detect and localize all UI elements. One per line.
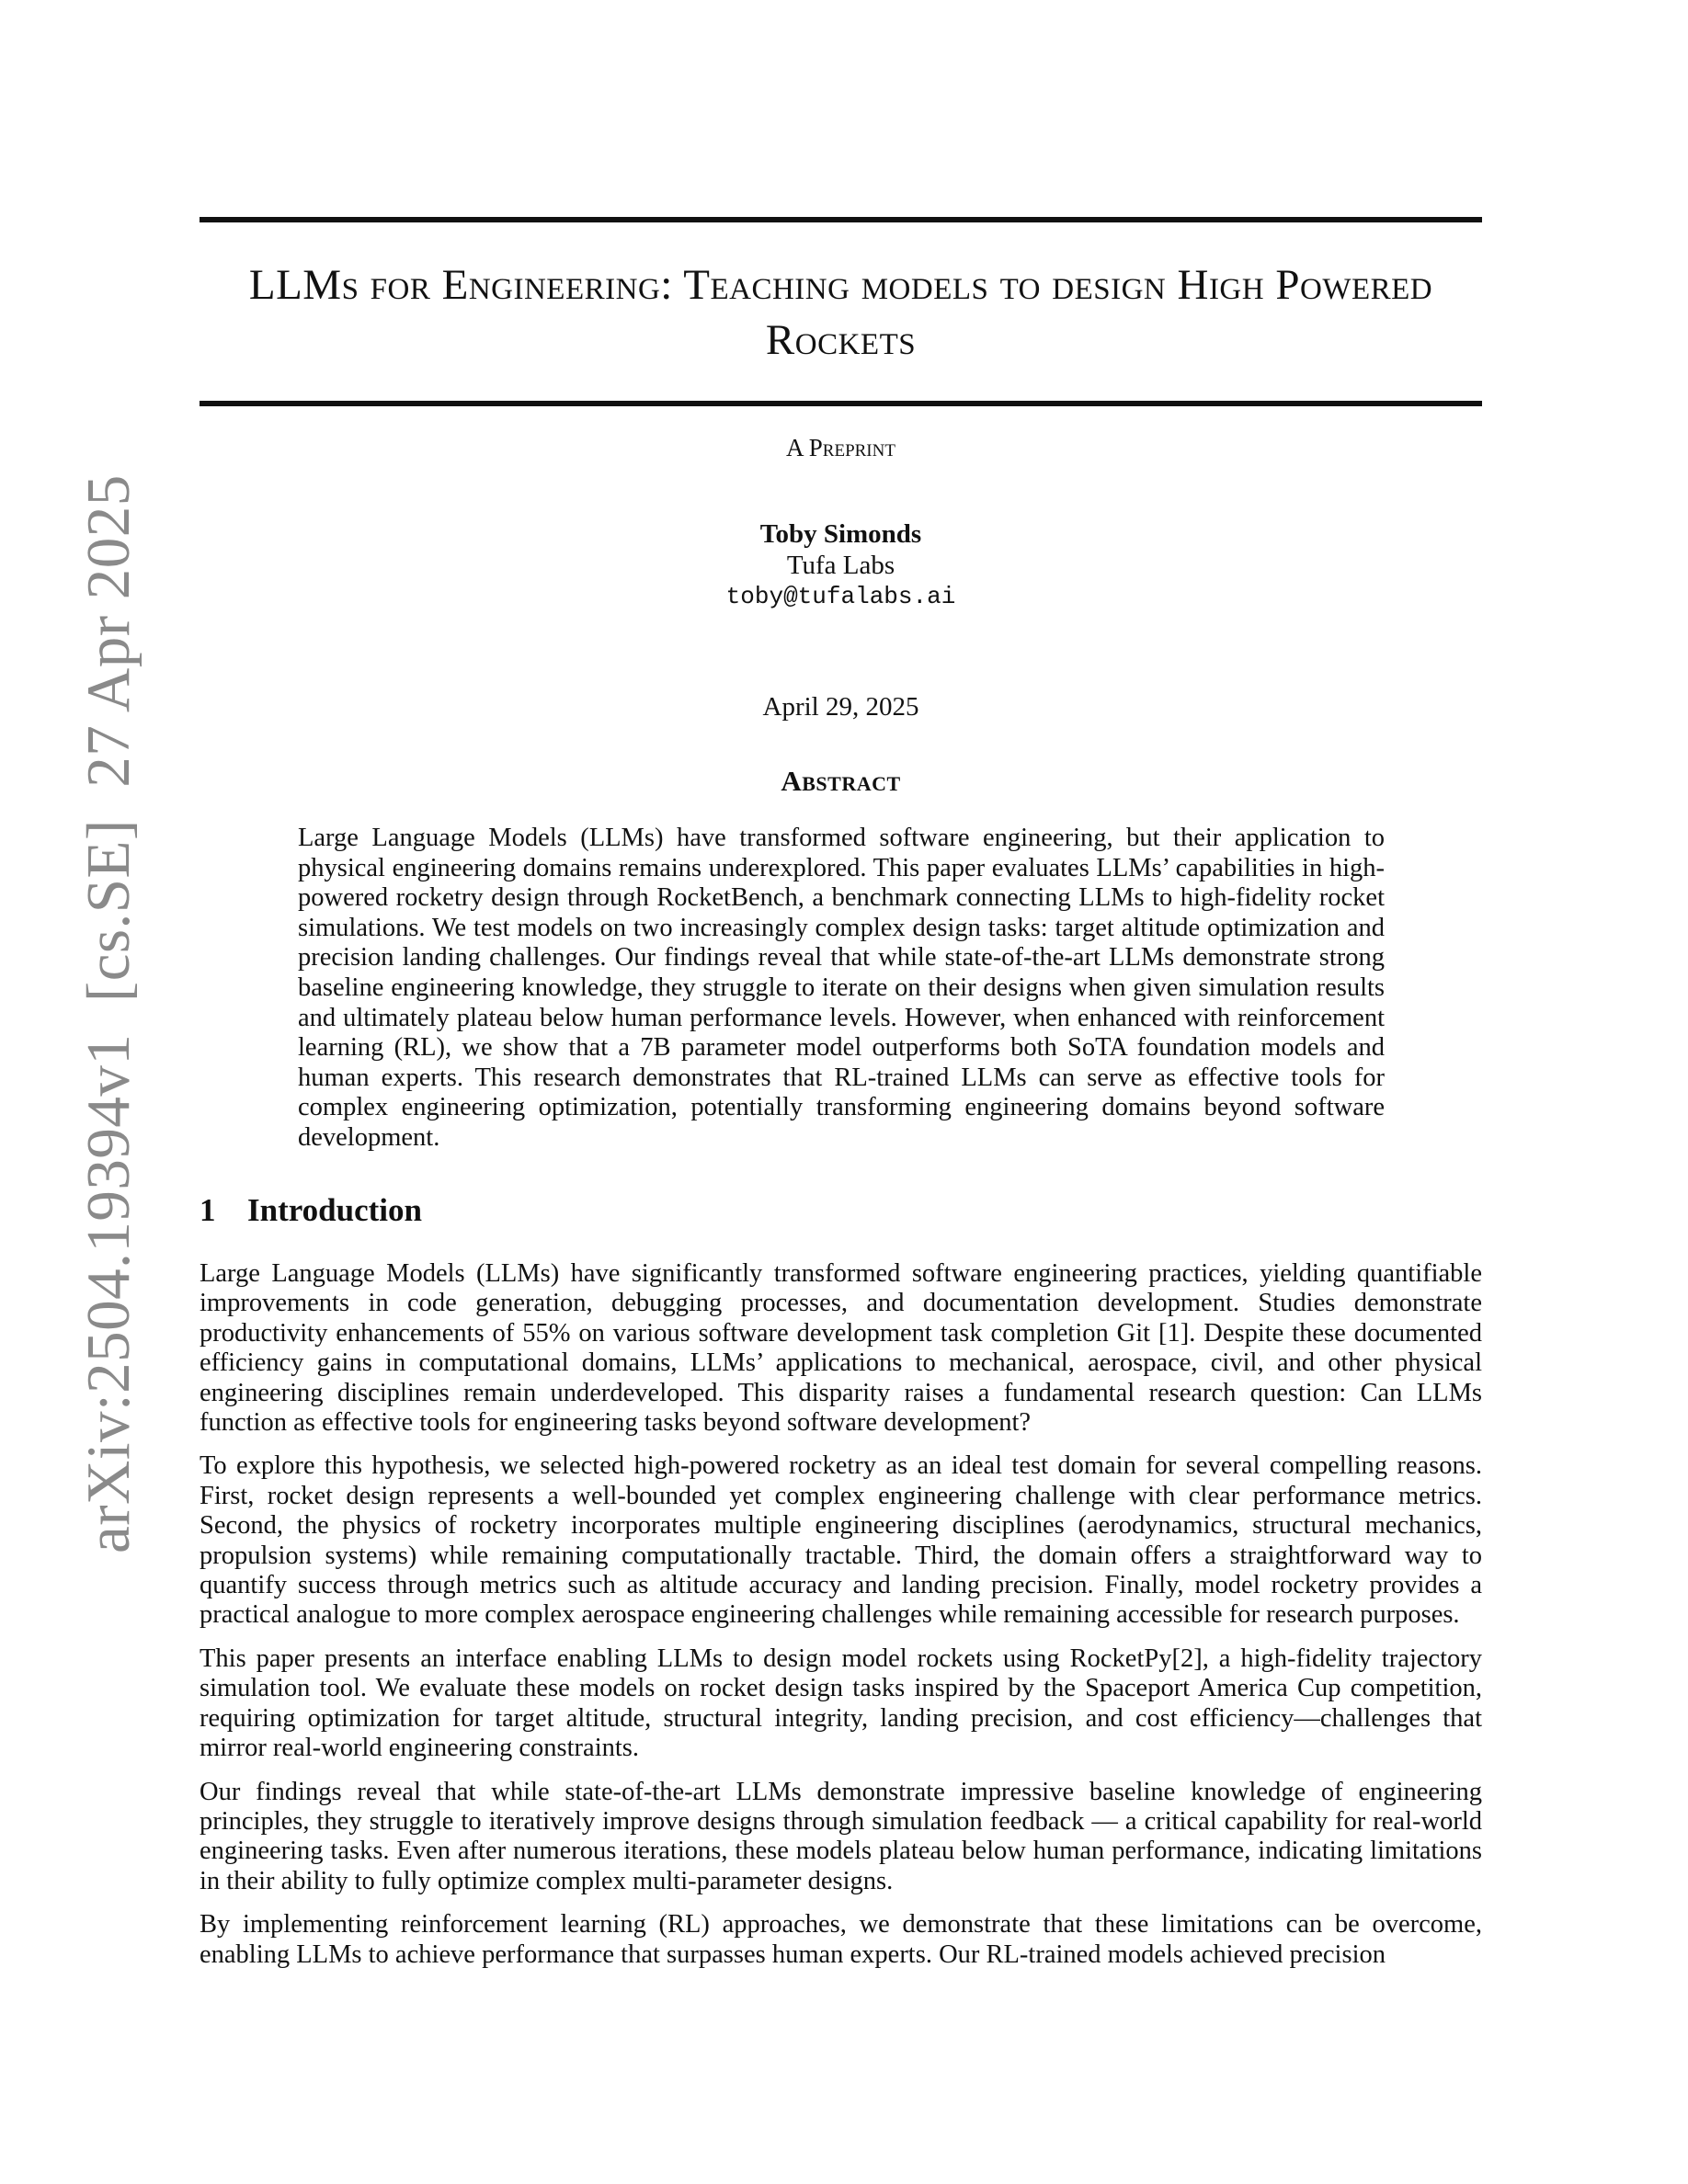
introduction-body — [200, 1259, 1482, 1984]
preprint-label: A Preprint — [786, 434, 895, 461]
paragraph: Our findings reveal that while state-of-the-art LLMs demonstrate impressive baseline knowledge of engineering principles, they struggle to iteratively improve designs through simulation feedback — a critical capability for real-world engineering tasks. Even after numerous iterations, these models plateau below human performance, indicating limitations in their ability to fully optimize complex multi-parameter designs. — [200, 1777, 1482, 1895]
paragraph: To explore this hypothesis, we selected high-powered rocketry as an ideal test domain for several compelling reasons. First, rocket design represents a well-bounded yet complex engineering challenge with clear performance metrics. Second, the physics of rocketry incorporates multiple engineering disciplines (aerodynamics, structural mechanics, propulsion systems) while remaining computationally tractable. Third, the domain offers a straightforward way to quantify success through metrics such as altitude accuracy and landing precision. Finally, model rocketry provides a practical analogue to more complex aerospace engineering challenges while remaining accessible for research purposes. — [200, 1451, 1482, 1630]
paper-title: LLMs for Engineering: Teaching models to design High Powered Rockets — [248, 261, 1433, 364]
abstract-text: Large Language Models (LLMs) have transformed software engineering, but their application to physical engineering domains remains underexplored. This paper evaluates LLMs’ capabilities in high-powered rocketry design through RocketBench, a benchmark connecting LLMs to high-fidelity rocket simulations. We test models on two increasingly complex design tasks: target altitude optimization and precision landing challenges. Our findings reveal that while state-of-the-art LLMs demonstrate strong baseline engineering knowledge, they struggle to iterate on their designs when given simulation results and ultimately plateau below human performance levels. However, when enhanced with reinforcement learning (RL), we show that a 7B parameter model outperforms both SoTA foundation models and human experts. This research demonstrates that RL-trained LLMs can serve as effective tools for complex engineering optimization, potentially transforming engineering domains beyond software development. — [298, 824, 1385, 1152]
section-title: Introduction — [247, 1192, 422, 1228]
author-name: Toby Simonds — [759, 519, 922, 549]
author-email: toby@tufalabs.ai — [725, 583, 956, 610]
paragraph: This paper presents an interface enabling LLMs to design model rockets using RocketPy[2], a high-fidelity trajectory simulation tool. We evaluate these models on rocket design tasks inspired by the Spaceport America Cup competition, requiring optimization for target altitude, structural integrity, landing precision, and cost efficiency—challenges that mirror real-world engineering constraints. — [200, 1644, 1482, 1763]
section-heading — [200, 1192, 422, 1229]
paragraph: Large Language Models (LLMs) have significantly transformed software engineering practices, yielding quantifiable improvements in code generation, debugging processes, and documentation development. Studies demonstrate productivity enhancements of 55% on various software development task completion Git [1]. Despite these documented efficiency gains in computational domains, LLMs’ applications to mechanical, aerospace, civil, and other physical engineering disciplines remain underdeveloped. This disparity raises a fundamental research question: Can LLMs function as effective tools for engineering tasks beyond software development? — [200, 1259, 1482, 1438]
paragraph: By implementing reinforcement learning (RL) approaches, we demonstrate that these limitations can be overcome, enabling LLMs to achieve performance that surpasses human experts. Our RL-trained models achieved precision — [200, 1910, 1482, 1969]
author-affiliation: Tufa Labs — [786, 551, 895, 580]
title-bottom-rule — [200, 401, 1482, 406]
abstract-heading: Abstract — [781, 765, 901, 797]
title-top-rule — [200, 217, 1482, 222]
paper-date: April 29, 2025 — [762, 692, 919, 722]
author-block — [200, 518, 1482, 612]
arxiv-identifier-stamp: arXiv:2504.19394v1 [cs.SE] 27 Apr 2025 — [74, 474, 143, 1553]
section-number: 1 — [200, 1192, 216, 1228]
